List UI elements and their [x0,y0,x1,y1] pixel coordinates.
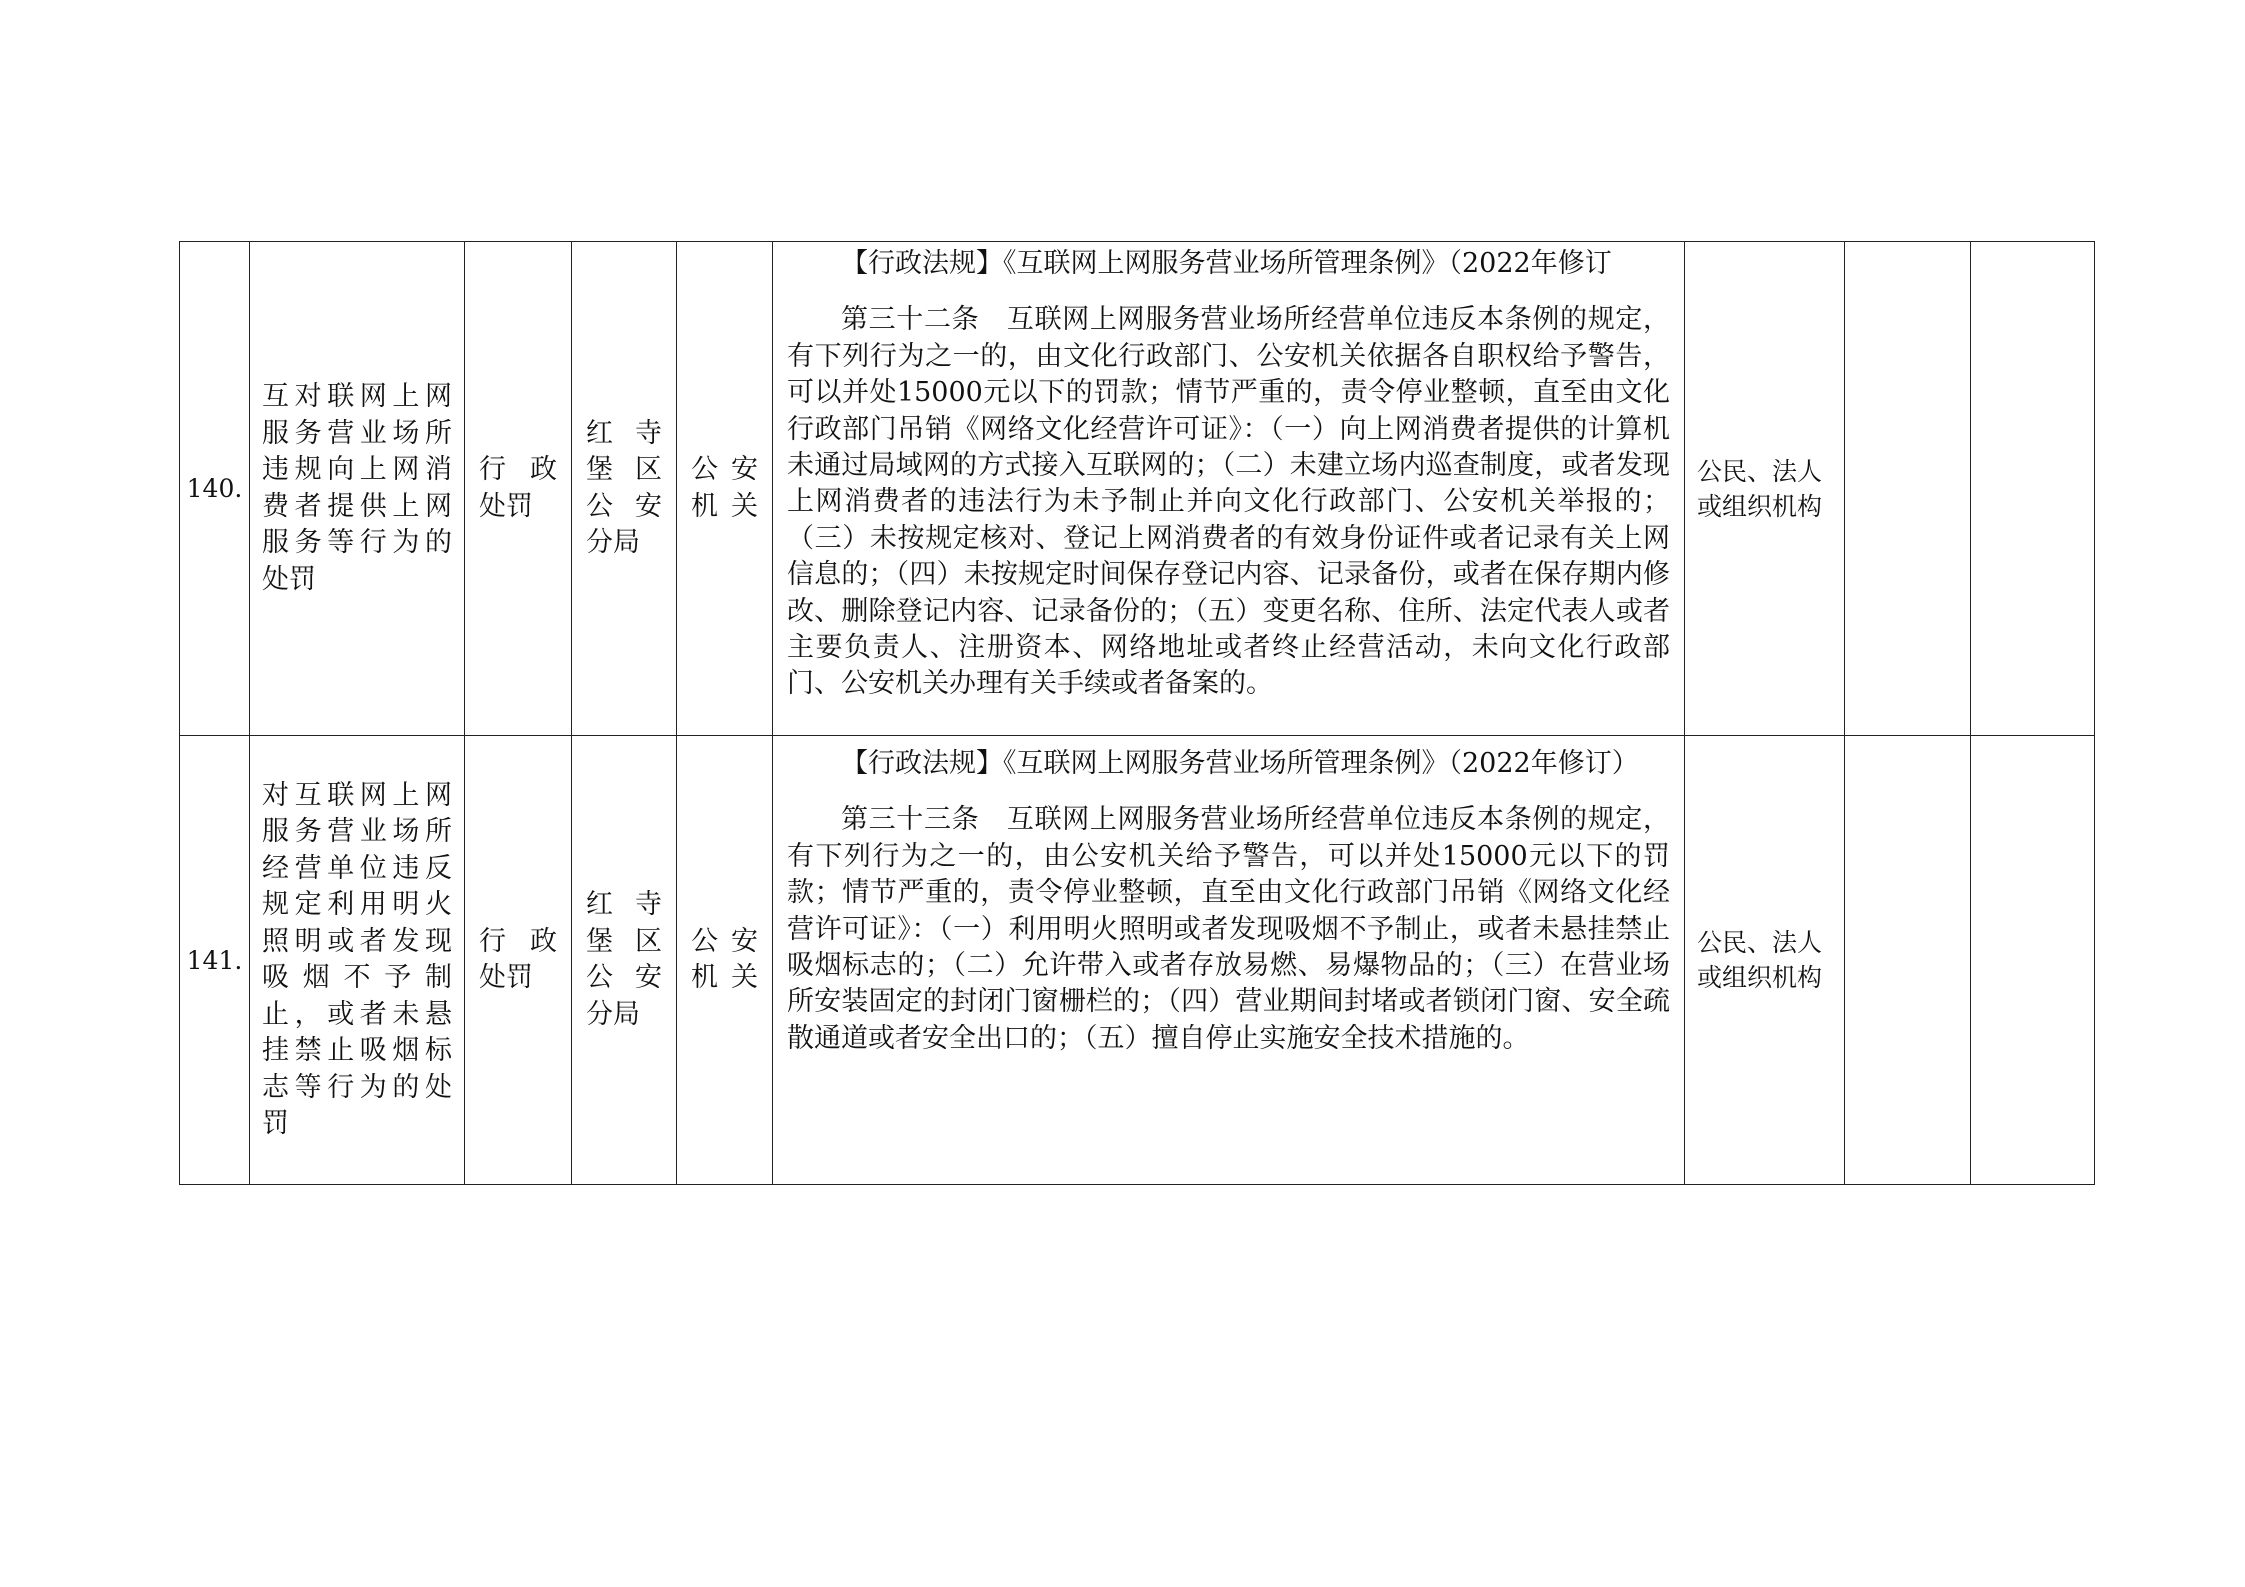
power-type-line: 处罚 [479,962,533,993]
matter-line: 规定利用明火 [262,889,452,920]
agency-line: 堡区 [586,925,662,957]
agency-line: 公安 [586,962,662,993]
matter-line: 经营单位违反 [262,852,452,884]
agency-line: 分局 [586,527,640,558]
legal-basis-text: 第三十二条 互联网上网服务营业场所经营单位违反本条例的规定，有下列行为之一的，由文化行政部门、公安机关依据各自职权给予警告，可以并处15000元以下的罚款；情节严重的，责令停业整顿，直至由文化行政部门吊销《网络文化经营许可证》：（一）向上网消费者提供的计算机未通过局域网的方式接入互联网的；（二）未建立场内巡查制度，或者发现上网消费者的违法行为未予制止并向文化行政部门、公安机关举报的；（三）未按规定核对、登记上网消费者的有效身份证件或者记录有关上网信息的；（四）未按规定时间保存登记内容、记录备份，或者在保存期内修改、删除登记内容、记录备份的；（五）变更名称、住所、法定代表人或者主要负责人、注册资本、网络地址或者终止经营活动，未向文化行政部门、公安机关办理有关手续或者备案的。 [787,304,1670,700]
matter-line: 挂禁止吸烟标 [262,1035,452,1066]
legal-basis [773,242,1685,736]
power-type [465,736,572,1185]
responsible-department [677,736,773,1185]
implementing-agency [572,736,677,1185]
item-number: 141. [180,736,250,1185]
legal-basis-text: 第三十三条 互联网上网服务营业场所经营单位违反本条例的规定，有下列行为之一的，由公安机关给予警告，可以并处15000元以下的罚款；情节严重的，责令停业整顿，直至由文化行政部门吊销《网络文化经营许可证》：（一）利用明火照明或者发现吸烟不予制止，或者未悬挂禁止吸烟标志的；（二）允许带入或者存放易燃、易爆物品的；（三）在营业场所安装固定的封闭门窗栅栏的；（四）营业期间封堵或者锁闭门窗、安全疏散通道或者安全出口的；（五）擅自停止实施安全技术措施的。 [787,804,1670,1054]
department-line: 机关 [691,490,758,522]
agency-line: 公安 [586,490,662,522]
legal-basis-heading: 【行政法规】《互联网上网服务营业场所管理条例》（2022年修订） [841,748,1639,779]
department-line: 机关 [691,962,758,993]
matter-line: 服务营业场所 [262,417,452,449]
legal-basis [773,736,1685,1185]
matter-line: 违规向上网消 [262,454,452,485]
empty-cell [1845,242,1971,736]
table-row [180,736,2095,1185]
agency-line: 红寺 [586,417,662,449]
empty-cell [1845,736,1971,1185]
item-number: 140. [180,242,250,736]
power-type [465,242,572,736]
powers-table [179,241,2095,1185]
matter-line: 志等行为的处 [262,1071,452,1103]
agency-line: 红寺 [586,889,662,920]
department-line: 公安 [691,454,758,485]
matter-line: 罚 [262,1108,289,1139]
power-type-line: 处罚 [479,490,533,522]
matter-line: 吸烟不予制 [262,962,452,993]
target-subject: 公民、法人或组织机构 [1685,242,1845,736]
matter-line: 费者提供上网 [262,490,452,522]
matter-line: 处罚 [262,563,316,595]
power-type-line: 行政 [479,925,557,957]
matter-line: 服务营业场所 [262,816,452,847]
matter-line: 对互联网上网 [262,779,452,811]
power-type-line: 行政 [479,454,557,485]
agency-line: 堡区 [586,454,662,485]
implementing-agency [572,242,677,736]
matter-line: 止，或者未悬 [262,998,452,1030]
matter-line: 照明或者发现 [262,925,452,957]
matter-line: 服务等行为的 [262,527,452,558]
target-subject: 公民、法人或组织机构 [1685,736,1845,1185]
empty-cell [1971,736,2095,1185]
matter-name [250,242,465,736]
matter-line: 互对联网上网 [262,381,452,412]
responsible-department [677,242,773,736]
matter-name [250,736,465,1185]
department-line: 公安 [691,925,758,957]
empty-cell [1971,242,2095,736]
table-row [180,242,2095,736]
agency-line: 分局 [586,998,640,1030]
legal-basis-heading: 【行政法规】《互联网上网服务营业场所管理条例》（2022年修订 [841,248,1612,279]
